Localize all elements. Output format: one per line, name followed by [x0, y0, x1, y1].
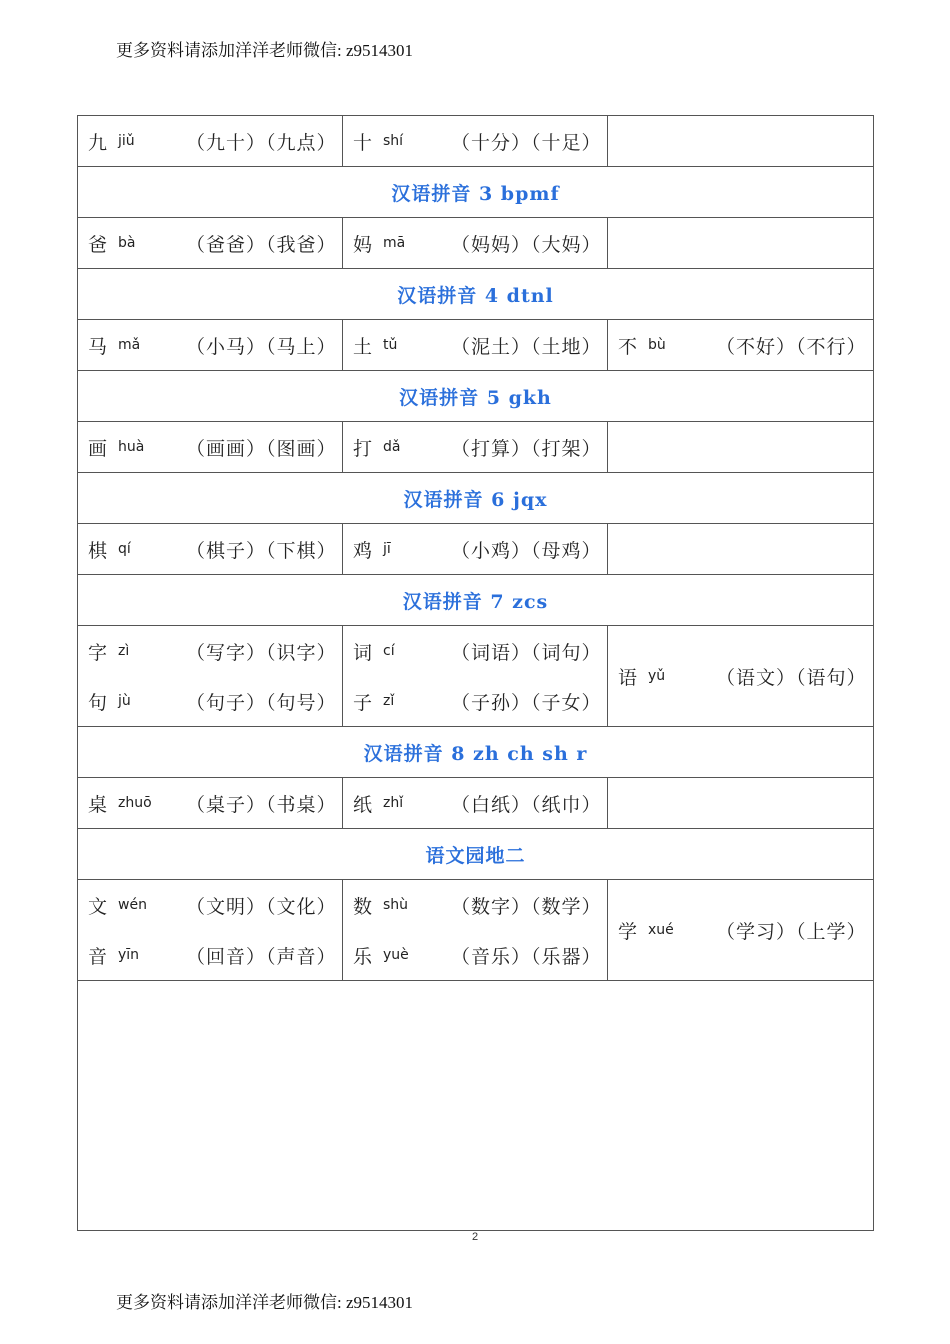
- section-heading: 汉语拼音 4 dtnl: [78, 269, 874, 320]
- pinyin: shí: [383, 133, 404, 149]
- pinyin: bù: [648, 337, 666, 353]
- table-cell: [608, 880, 874, 981]
- example-words: （桌子）（书桌）: [186, 793, 337, 816]
- example-words: （爸爸）（我爸）: [186, 233, 337, 256]
- table-cell: [78, 320, 343, 371]
- section-row: [78, 575, 874, 626]
- section-heading: 汉语拼音 6 jqx: [78, 473, 874, 524]
- character: 音: [88, 945, 108, 968]
- vocab-entry: [78, 422, 342, 472]
- example-words: （回音）（声音）: [186, 945, 337, 968]
- example-words: （小鸡）（母鸡）: [451, 539, 602, 562]
- table-cell: [608, 320, 874, 371]
- example-words: （音乐）（乐器）: [451, 945, 602, 968]
- example-words: （泥土）（土地）: [451, 335, 602, 358]
- section-row: [78, 167, 874, 218]
- pinyin: tǔ: [383, 337, 398, 353]
- character: 十: [353, 131, 373, 154]
- example-words: （画画）（图画）: [186, 437, 337, 460]
- section-row: [78, 829, 874, 880]
- section-heading: 汉语拼音 7 zcs: [78, 575, 874, 626]
- pinyin: zì: [118, 643, 130, 659]
- table-row: [78, 422, 874, 473]
- character: 乐: [353, 945, 373, 968]
- example-words: （文明）（文化）: [186, 895, 337, 918]
- table-cell: [78, 626, 343, 727]
- pinyin: bà: [118, 235, 136, 251]
- vocab-entry: [608, 320, 873, 370]
- pinyin: xué: [648, 922, 674, 938]
- example-words: （词语）（词句）: [451, 641, 602, 664]
- pinyin: wén: [118, 897, 147, 913]
- table-cell: [608, 218, 874, 269]
- table-row: [78, 524, 874, 575]
- character: 不: [618, 335, 638, 358]
- table-cell: [343, 626, 608, 727]
- pinyin: jù: [118, 693, 131, 709]
- table-cell: [78, 218, 343, 269]
- vocabulary-table: [77, 115, 874, 1231]
- example-words: （学习）（上学）: [716, 920, 867, 943]
- vocab-entry: [78, 218, 342, 268]
- character: 词: [353, 641, 373, 664]
- character: 纸: [353, 793, 373, 816]
- pinyin: shù: [383, 897, 409, 913]
- table-cell: [78, 116, 343, 167]
- table-cell: [608, 116, 874, 167]
- example-words: （白纸）（纸巾）: [451, 793, 602, 816]
- vocab-entry: [78, 676, 342, 726]
- example-words: （语文）（语句）: [716, 666, 867, 689]
- table-cell: [608, 422, 874, 473]
- section-row: [78, 269, 874, 320]
- vocab-entry: [343, 320, 607, 370]
- blank-row: [78, 981, 874, 1231]
- vocab-entry: [608, 651, 873, 701]
- pinyin: zhuō: [118, 795, 152, 811]
- section-row: [78, 371, 874, 422]
- vocab-entry: [343, 880, 607, 930]
- character: 文: [88, 895, 108, 918]
- pinyin: mǎ: [118, 337, 141, 353]
- vocab-entry: [343, 422, 607, 472]
- table-cell: [78, 778, 343, 829]
- example-words: （棋子）（下棋）: [186, 539, 337, 562]
- blank-writing-area: [78, 981, 874, 1231]
- vocab-entry: [78, 320, 342, 370]
- character: 句: [88, 691, 108, 714]
- character: 打: [353, 437, 373, 460]
- pinyin: qí: [118, 541, 131, 557]
- vocab-entry: [78, 116, 342, 166]
- table-cell: [343, 422, 608, 473]
- vocab-entry: [343, 218, 607, 268]
- pinyin: zhǐ: [383, 795, 404, 811]
- example-words: （数字）（数学）: [451, 895, 602, 918]
- pinyin: cí: [383, 643, 395, 659]
- table-cell: [343, 218, 608, 269]
- vocab-entry: [78, 626, 342, 676]
- character: 桌: [88, 793, 108, 816]
- example-words: （不好）（不行）: [716, 335, 867, 358]
- character: 鸡: [353, 539, 373, 562]
- table-cell: [608, 626, 874, 727]
- vocab-entry: [343, 626, 607, 676]
- table-row: [78, 320, 874, 371]
- example-words: （十分）（十足）: [451, 131, 602, 154]
- example-words: （子孙）（子女）: [451, 691, 602, 714]
- table-cell: [608, 524, 874, 575]
- character: 数: [353, 895, 373, 918]
- character: 学: [618, 920, 638, 943]
- example-words: （句子）（句号）: [186, 691, 337, 714]
- pinyin: yīn: [118, 947, 140, 963]
- character: 语: [618, 666, 638, 689]
- section-row: [78, 473, 874, 524]
- character: 土: [353, 335, 373, 358]
- vocab-entry: [343, 778, 607, 828]
- header-note: 更多资料请添加洋洋老师微信: z9514301: [116, 41, 414, 60]
- table-cell: [78, 524, 343, 575]
- table-row: [78, 218, 874, 269]
- table-cell: [78, 422, 343, 473]
- table-row: [78, 880, 874, 981]
- table-row: [78, 626, 874, 727]
- character: 马: [88, 335, 108, 358]
- character: 画: [88, 437, 108, 460]
- table-cell: [343, 880, 608, 981]
- table-row: [78, 116, 874, 167]
- vocab-entry: [343, 116, 607, 166]
- vocab-entry: [343, 524, 607, 574]
- character: 子: [353, 691, 373, 714]
- vocab-entry: [78, 778, 342, 828]
- character: 九: [88, 131, 108, 154]
- footer-note: 更多资料请添加洋洋老师微信: z9514301: [116, 1293, 414, 1312]
- pinyin: mā: [383, 235, 406, 251]
- section-heading: 语文园地二: [78, 829, 874, 880]
- pinyin: dǎ: [383, 439, 401, 455]
- table-row: [78, 778, 874, 829]
- pinyin: yǔ: [648, 668, 666, 684]
- section-heading: 汉语拼音 3 bpmf: [78, 167, 874, 218]
- character: 爸: [88, 233, 108, 256]
- vocab-entry: [343, 930, 607, 980]
- vocab-entry: [78, 524, 342, 574]
- character: 妈: [353, 233, 373, 256]
- vocab-entry: [78, 880, 342, 930]
- example-words: （小马）（马上）: [186, 335, 337, 358]
- vocab-entry: [343, 676, 607, 726]
- example-words: （九十）（九点）: [186, 131, 337, 154]
- table-cell: [343, 778, 608, 829]
- pinyin: jī: [383, 541, 391, 557]
- vocab-entry: [608, 905, 873, 955]
- character: 字: [88, 641, 108, 664]
- section-heading: 汉语拼音 5 gkh: [78, 371, 874, 422]
- example-words: （妈妈）（大妈）: [451, 233, 602, 256]
- table-cell: [343, 320, 608, 371]
- table-cell: [343, 116, 608, 167]
- page-number: 2: [471, 1231, 479, 1243]
- table-cell: [78, 880, 343, 981]
- section-row: [78, 727, 874, 778]
- pinyin: jiǔ: [118, 133, 135, 149]
- example-words: （打算）（打架）: [451, 437, 602, 460]
- example-words: （写字）（识字）: [186, 641, 337, 664]
- pinyin: yuè: [383, 947, 409, 963]
- table-cell: [608, 778, 874, 829]
- vocab-entry: [78, 930, 342, 980]
- character: 棋: [88, 539, 108, 562]
- pinyin: zǐ: [383, 693, 395, 709]
- pinyin: huà: [118, 439, 145, 455]
- section-heading: 汉语拼音 8 zh ch sh r: [78, 727, 874, 778]
- table-cell: [343, 524, 608, 575]
